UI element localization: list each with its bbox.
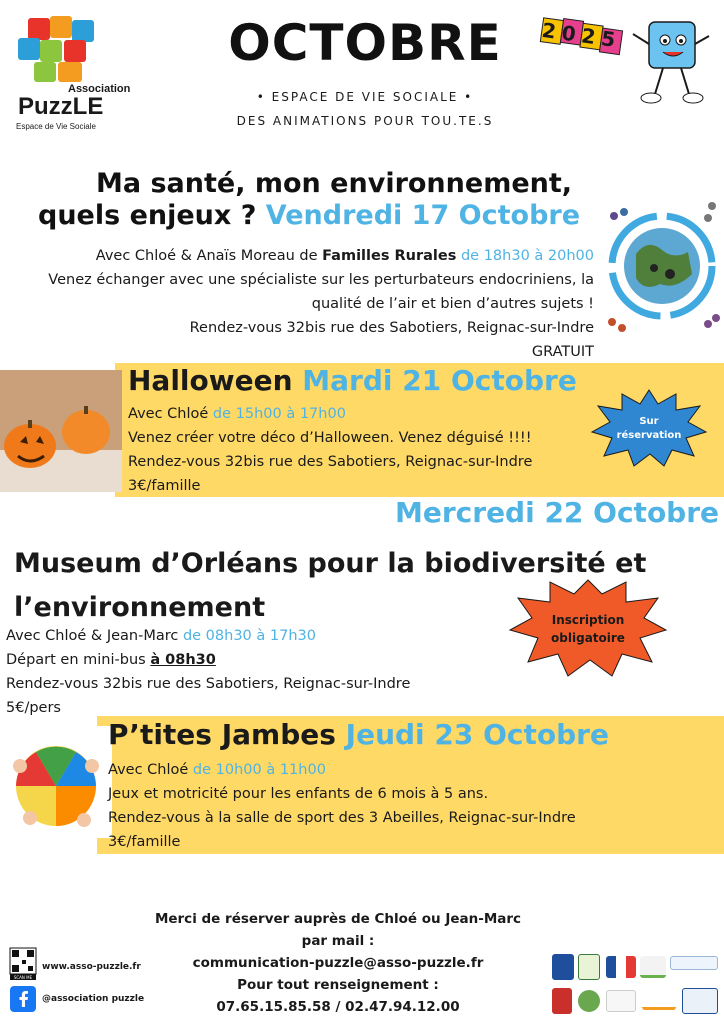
- reservation-badge-line1: Sur: [639, 416, 659, 427]
- museum-price: 5€/pers: [6, 700, 61, 716]
- event1-title-line1: Ma santé, mon environnement,: [96, 168, 573, 199]
- partner-logo-nacel: [642, 992, 676, 1010]
- ptites-jambes-name: P’tites Jambes: [108, 718, 336, 751]
- logo-puzzle-text: PuzzLE: [18, 93, 104, 120]
- partner-logo-republique: [606, 956, 636, 978]
- reservation-badge-line2: réservation: [616, 430, 682, 441]
- event1-description-line1: Venez échanger avec une spécialiste sur les perturbateurs endocriniens, la: [48, 272, 594, 288]
- qr-code-icon[interactable]: [10, 948, 36, 980]
- ptites-jambes-with: Avec Chloé: [108, 762, 189, 778]
- halloween-details: [128, 402, 532, 498]
- halloween-host: [128, 402, 532, 426]
- ptites-jambes-price: 3€/famille: [108, 834, 181, 850]
- halloween-name: Halloween: [128, 364, 293, 397]
- event1-price: GRATUIT: [531, 344, 594, 360]
- halloween-date: Mardi 21 Octobre: [302, 364, 577, 397]
- year-text: 2025: [540, 17, 623, 53]
- partner-logos: [552, 950, 720, 1018]
- museum-title-line2: l’environnement: [14, 592, 266, 623]
- earth-environment-illustration: [596, 194, 724, 344]
- halloween-time: de 15h00 à 17h00: [212, 406, 346, 422]
- registration-badge-line2: obligatoire: [551, 631, 625, 645]
- event1-date: Vendredi 17 Octobre: [265, 200, 581, 231]
- ptites-jambes-details: [108, 758, 576, 854]
- museum-departure-prefix: Départ en mini-bus: [6, 652, 146, 668]
- halloween-title: [128, 364, 577, 397]
- contact-email[interactable]: communication-puzzle@asso-puzzle.fr: [192, 955, 484, 971]
- page-subtitle-1: • ESPACE DE VIE SOCIALE •: [256, 90, 474, 104]
- year-badge: [537, 10, 637, 70]
- association-logo: [14, 14, 131, 132]
- museum-location: Rendez-vous 32bis rue des Sabotiers, Reignac-sur-Indre: [6, 676, 411, 692]
- ptites-jambes-host: [108, 758, 576, 782]
- partner-logo-departement: [552, 988, 572, 1014]
- ptites-jambes-location: Rendez-vous à la salle de sport des 3 Abeilles, Reignac-sur-Indre: [108, 810, 576, 826]
- partner-logo-region: [578, 954, 600, 980]
- partner-logo-flower: [578, 990, 600, 1012]
- website-link[interactable]: www.asso-puzzle.fr: [42, 962, 141, 972]
- ptites-jambes-description: Jeux et motricité pour les enfants de 6 mois à 5 ans.: [108, 786, 489, 802]
- contact-line4: Pour tout renseignement :: [237, 977, 439, 993]
- event1-location: Rendez-vous 32bis rue des Sabotiers, Reignac-sur-Indre: [189, 320, 594, 336]
- contact-info: [140, 908, 536, 1018]
- reservation-badge: [590, 388, 708, 468]
- page-title: OCTOBRE: [228, 14, 502, 72]
- facebook-icon[interactable]: [10, 986, 36, 1012]
- partner-logo-sante: [606, 990, 636, 1012]
- ptites-jambes-title: [108, 718, 609, 751]
- ptites-jambes-date: Jeudi 23 Octobre: [345, 718, 609, 751]
- museum-time: de 08h30 à 17h30: [182, 628, 316, 644]
- children-playing-photo: [0, 726, 112, 838]
- event1-with-prefix: Avec Chloé & Anaïs Moreau de: [95, 248, 318, 264]
- contact-phones[interactable]: 07.65.15.85.58 / 02.47.94.12.00: [216, 999, 460, 1015]
- event1-title-question: quels enjeux ?: [38, 200, 257, 231]
- event1-hosts: [4, 244, 594, 268]
- partner-logo-caf: [552, 954, 574, 980]
- museum-departure-time: à 08h30: [150, 652, 216, 668]
- museum-departure: [6, 648, 410, 672]
- pumpkins-photo: [0, 370, 122, 492]
- ptites-jambes-time: de 10h00 à 11h00: [192, 762, 326, 778]
- event1-title-line2: [38, 200, 580, 231]
- logo-association-text: Association: [68, 83, 131, 95]
- museum-title-line1: Museum d’Orléans pour la biodiversité et: [14, 548, 647, 579]
- partner-logo-loches: [670, 956, 718, 970]
- event1-details: [4, 244, 594, 364]
- qr-label: SCAN ME: [13, 975, 33, 980]
- registration-badge-line1: Inscription: [551, 613, 625, 627]
- museum-with: Avec Chloé & Jean-Marc: [6, 628, 179, 644]
- museum-details: [6, 624, 410, 720]
- halloween-price: 3€/famille: [128, 478, 201, 494]
- event1-time: de 18h30 à 20h00: [460, 248, 594, 264]
- halloween-location: Rendez-vous 32bis rue des Sabotiers, Reignac-sur-Indre: [128, 454, 533, 470]
- partner-logo-touraine: [640, 956, 666, 978]
- puzzle-mascot-illustration: [625, 14, 715, 106]
- contact-line1: Merci de réserver auprès de Chloé ou Jean-Marc: [154, 911, 522, 927]
- museum-hosts: [6, 624, 410, 648]
- museum-date: Mercredi 22 Octobre: [395, 496, 720, 529]
- registration-badge: [508, 578, 668, 678]
- contact-line2: par mail :: [301, 933, 375, 949]
- halloween-with: Avec Chloé: [128, 406, 209, 422]
- event1-organization: Familles Rurales: [322, 248, 457, 264]
- logo-tagline: Espace de Vie Sociale: [16, 122, 96, 131]
- page-subtitle-2: DES ANIMATIONS POUR TOU.TE.S: [236, 114, 494, 128]
- partner-logo-fdva: [682, 988, 718, 1014]
- event1-description-line2: qualité de l’air et bien d’autres sujets !: [311, 296, 594, 312]
- facebook-handle[interactable]: @association puzzle: [42, 994, 145, 1004]
- halloween-description: Venez créer votre déco d’Halloween. Venez déguisé !!!!: [128, 430, 532, 446]
